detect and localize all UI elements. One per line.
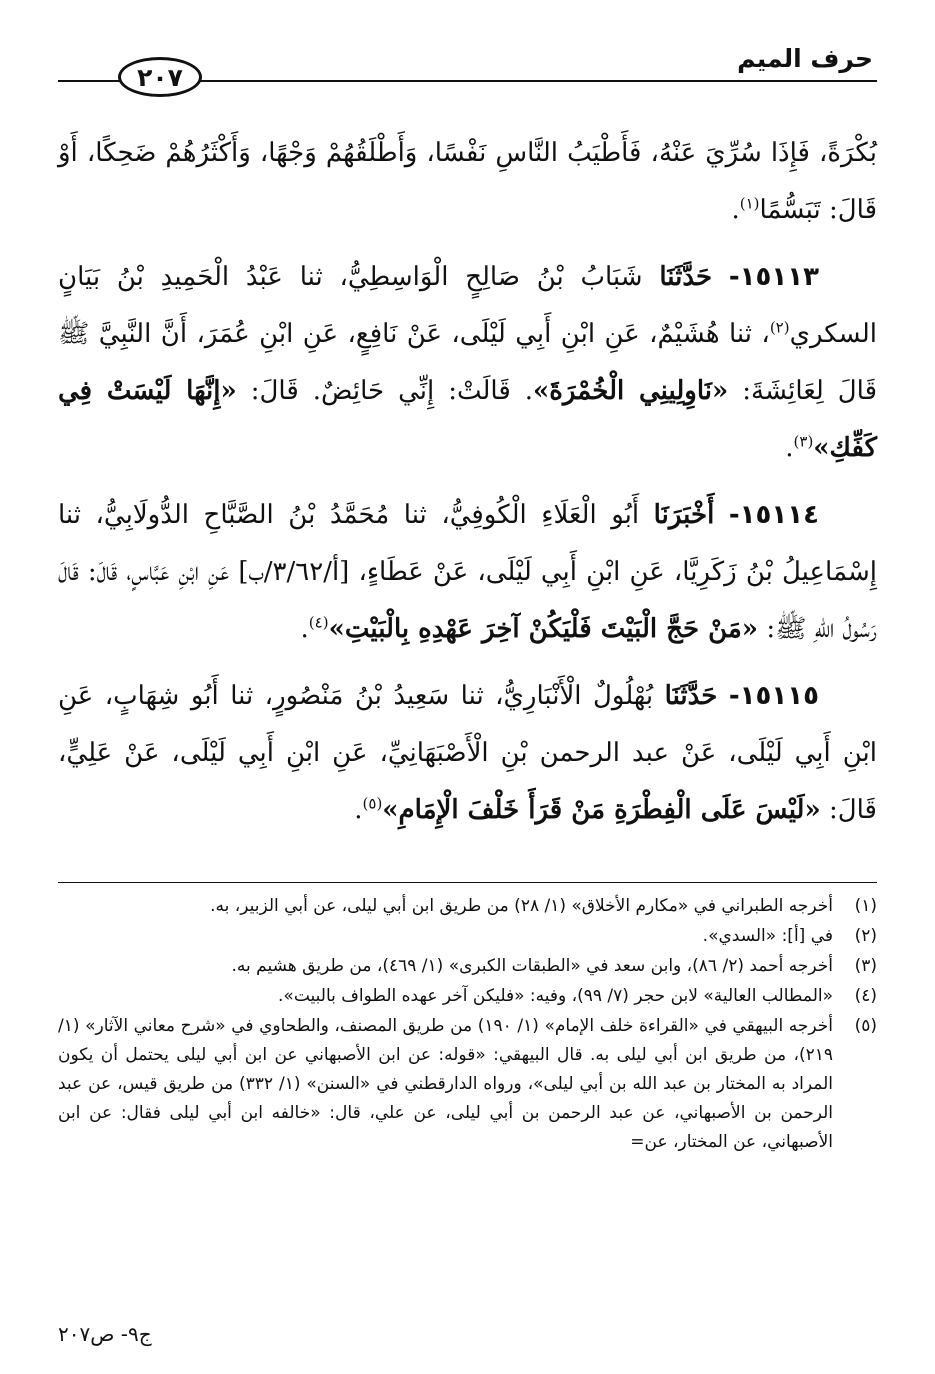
footnote-item: [58, 922, 877, 951]
hadith-text: . قَالَتْ: إِنِّي حَائِضٌ. قَالَ:: [250, 376, 534, 406]
narration-keyword: حَدَّثَنَا: [664, 681, 718, 711]
footnote-divider: [58, 882, 877, 883]
footnote-item: [58, 952, 877, 981]
hadith-text: أَبُو الْعَلَاءِ الْكُوفِيُّ، ثنا مُحَمَّدُ بْنُ الصَّبَّاحِ الدُّولَابِيُّ، ثنا إِسْمَاعِيلُ بْنُ زَكَرِيَّا، عَنِ ابْنِ أَبِي لَيْلَى، عَنْ عَطَاءٍ، [أ/٣/٦٢/ب] عَنِ ابْنِ عَبَّاسٍ، قَالَ: قَالَ رَسُولُ اللهِ ﷺ:: [58, 500, 877, 644]
hadith-text: بُهْلُولٌ الْأَنْبَارِيُّ، ثنا سَعِيدُ بْنُ مَنْصُورٍ، ثنا أَبُو شِهَابٍ، عَنِ ابْنِ أَبِي لَيْلَى، عَنْ عبد الرحمن بْنِ الْأَصْبَهَانِيِّ، عَنِ ابْنِ أَبِي لَيْلَى، عَنْ عَلِيٍّ، قَالَ:: [58, 681, 877, 825]
hadith-number: ١٥١١٥-: [728, 681, 820, 711]
footnote-text: في [أ]: «السدي».: [702, 926, 833, 946]
footnote-number: (٤): [854, 986, 877, 1006]
hadith-text: ، ثنا هُشَيْمٌ، عَنِ ابْنِ أَبِي لَيْلَى، عَنْ نَافِعٍ، عَنِ ابْنِ عُمَرَ، أَنَّ النَّبِيَّ ﷺ قَالَ لِعَائِشَةَ:: [58, 319, 878, 406]
hadith-15113: [58, 249, 877, 477]
footnote-ref: (١): [739, 194, 760, 213]
hadith-text: شَبَابُ بْنُ صَالِحٍ الْوَاسِطِيُّ، ثنا عَبْدُ الْحَمِيدِ بْنُ بَيَانٍ السكري: [58, 262, 877, 349]
narration-keyword: أَخْبَرَنَا: [653, 500, 715, 530]
footnote-number: (٢): [854, 926, 877, 946]
prophetic-quote: «لَيْسَ عَلَى الْفِطْرَةِ مَنْ قَرَأَ خَلْفَ الْإِمَامِ»: [382, 795, 821, 825]
footnote-number: (٣): [854, 956, 877, 976]
hadith-number: ١٥١١٣-: [728, 262, 819, 292]
intro-paragraph: [58, 125, 877, 239]
footnote-ref: (٥): [362, 794, 383, 813]
prophetic-quote: «مَنْ حَجَّ الْبَيْتَ فَلْيَكُنْ آخِرَ عَهْدِهِ بِالْبَيْتِ»: [328, 614, 759, 644]
footnote-text: «المطالب العالية» لابن حجر (٧/ ٩٩)، وفيه: «فليكن آخر عهده الطواف بالبيت».: [278, 986, 833, 1006]
hadith-number: ١٥١١٤-: [728, 500, 819, 530]
punctuation: .: [300, 614, 309, 644]
page-number-badge: ٢٠٧: [118, 57, 202, 97]
footnote-item: [58, 982, 877, 1011]
footnote-number: (١): [854, 896, 877, 916]
prophetic-quote: «إِنَّهَا لَيْسَتْ فِي كَفِّكِ»: [58, 376, 877, 463]
narration-keyword: حَدَّثَنَا: [659, 262, 713, 292]
punctuation: .: [785, 433, 794, 463]
footnote-text: أخرجه الطبراني في «مكارم الأخلاق» (١/ ٢٨) من طريق ابن أبي ليلى، عن أبي الزبير، به.: [210, 896, 833, 916]
punctuation: .: [731, 195, 740, 225]
footnote-text: أخرجه البيهقي في «القراءة خلف الإمام» (١/ ١٩٠) من طريق المصنف، والطحاوي في «شرح معاني الآثار» (١/ ٢١٩)، من طريق ابن أبي ليلى به. قال البيهقي: «قوله: عن ابن الأصبهاني عن ابن أبي ليلى يحتمل أن يكون المراد به المختار بن عبد الله بن أبي ليلى»، ورواه الدارقطني في «السنن» (١/ ٣٣٢) من طريق قيس، عن عبد الرحمن بن الأصبهاني، عن عبد الرحمن بن أبي ليلى، عن علي، قال: «خالفه ابن أبي ليلى فقال: عن ابن الأصبهاني، عن المختار، عن=: [58, 1016, 833, 1152]
hadith-15114: [58, 487, 877, 658]
running-header-title: حرف الميم: [737, 44, 873, 73]
volume-page-signature: ج٩- ص٢٠٧: [58, 1322, 152, 1346]
footnote-text: أخرجه أحمد (٢/ ٨٦)، وابن سعد في «الطبقات الكبرى» (١/ ٤٦٩)، من طريق هشيم به.: [231, 956, 833, 976]
footnote-number: (٥): [854, 1016, 877, 1036]
main-text: [58, 125, 877, 849]
footnote-ref: (٢): [769, 318, 790, 337]
footnote-item: [58, 892, 877, 921]
intro-text: بُكْرَةً، فَإِذَا سُرِّيَ عَنْهُ، فَأَطْيَبُ النَّاسِ نَفْسًا، وَأَطْلَقُهُمْ وَجْهًا، وَأَكْثَرُهُمْ ضَحِكًا، أَوْ قَالَ: تَبَسُّمًا: [58, 138, 877, 225]
footnote-ref: (٤): [308, 613, 329, 632]
footnote-item: [58, 1012, 877, 1157]
footnotes: [58, 892, 877, 1158]
footnote-ref: (٣): [793, 432, 814, 451]
prophetic-quote: «نَاوِلِينِي الْخُمْرَةَ»: [533, 376, 729, 406]
punctuation: .: [354, 795, 363, 825]
hadith-15115: [58, 668, 877, 839]
